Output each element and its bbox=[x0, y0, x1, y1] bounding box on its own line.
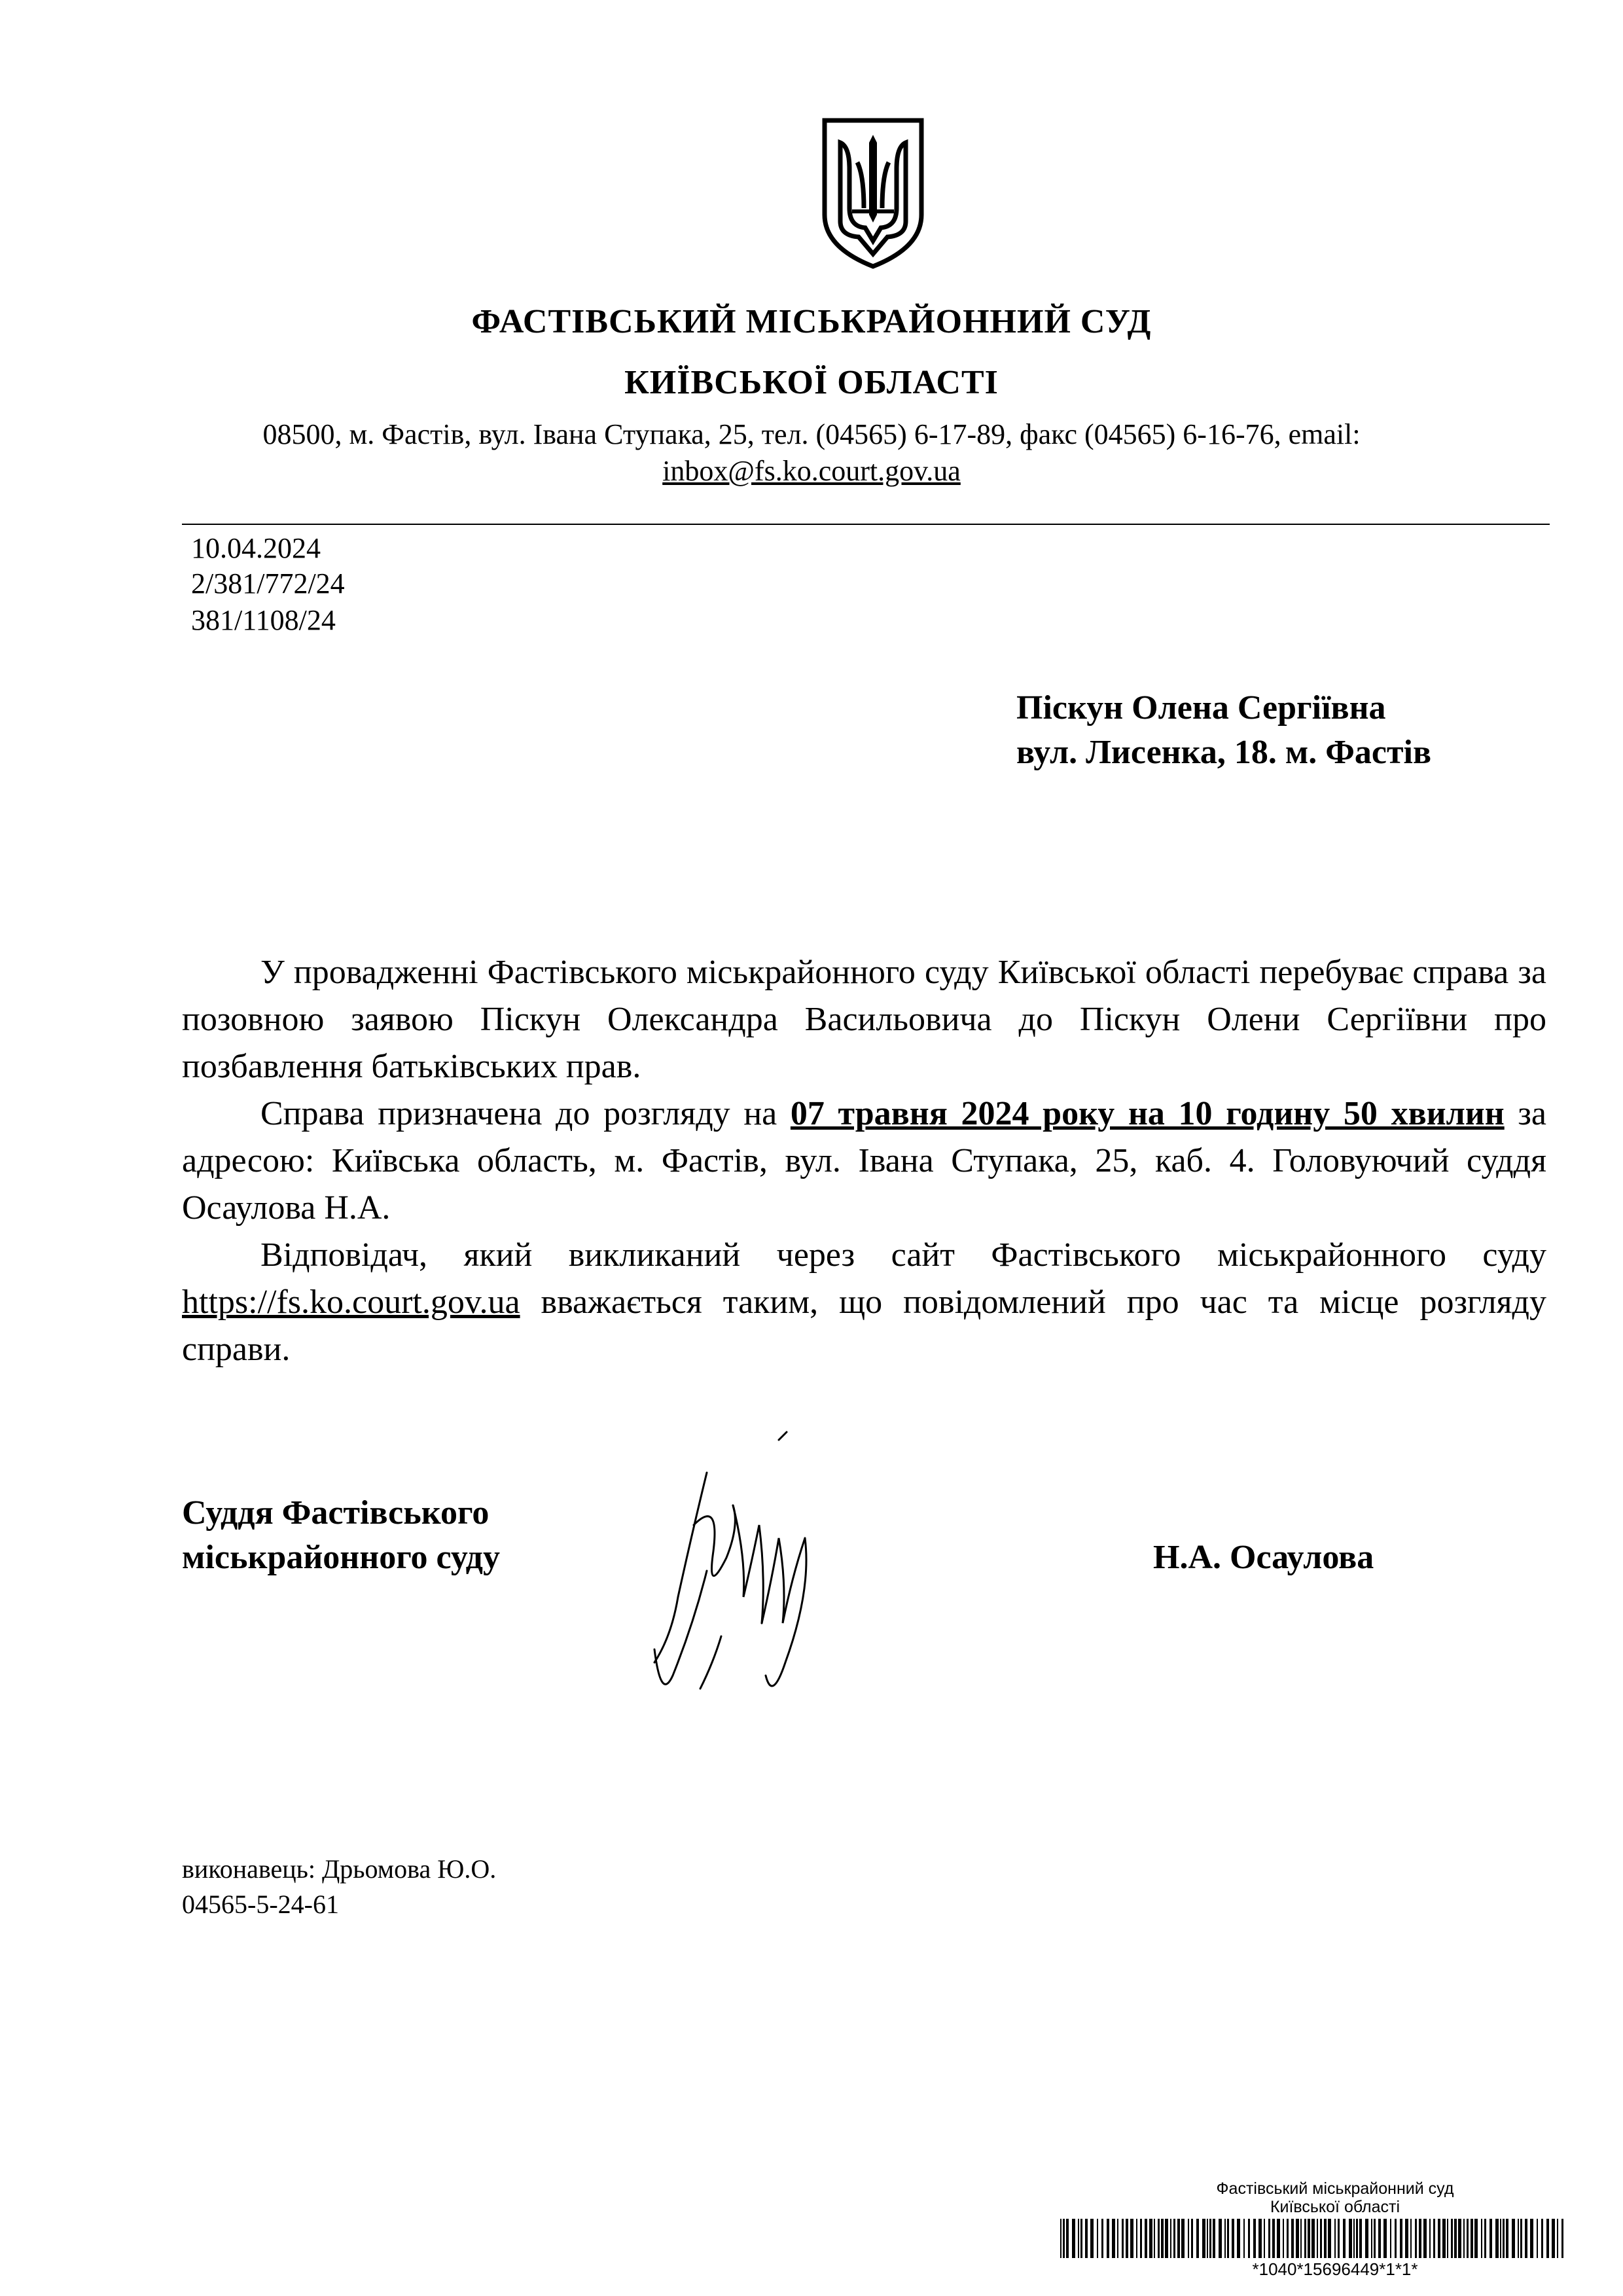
body-paragraph-2 bbox=[182, 1090, 1546, 1232]
document-barcode bbox=[1060, 2219, 1564, 2258]
hearing-date-time: 07 травня 2024 року на 10 годину 50 хвилин bbox=[790, 1095, 1505, 1132]
letter-date: 10.04.2024 bbox=[191, 532, 321, 564]
court-region: КИЇВСЬКОЇ ОБЛАСТІ bbox=[624, 364, 999, 401]
body-paragraph-1: У провадженні Фастівського міськрайонного суду Київської області перебуває справа за позовною заявою Піскун Олександра Васильовича до Піскун Олени Сергіївни про позбавлення батьківських прав. bbox=[182, 954, 1546, 1085]
paragraph-2-start: Справа призначена до розгляду на bbox=[260, 1095, 791, 1132]
coat-of-arms-emblem bbox=[820, 117, 926, 270]
signer-title-line-1: Суддя Фастівського bbox=[182, 1494, 490, 1532]
court-name: ФАСТІВСЬКИЙ МІСЬКРАЙОННИЙ СУД bbox=[471, 303, 1152, 340]
signer-title-line-2: міськрайонного суду bbox=[182, 1539, 500, 1576]
signer-name: Н.А. Осаулова bbox=[1153, 1539, 1374, 1576]
case-number: 2/381/772/24 bbox=[191, 567, 345, 600]
executor-name: виконавець: Дрьомова Ю.О. bbox=[182, 1854, 497, 1884]
stamp-court-name: Фастівський міськрайонний суд bbox=[1216, 2179, 1454, 2198]
paragraph-3-end: вважається таким, що повідомлений про час та місце розгляду справи. bbox=[182, 1283, 1546, 1368]
paragraph-2-end: за адресою: Київська область, м. Фастів, вул. Івана Ступака, 25, каб. 4. Головуючий суддя Осаулова Н.А. bbox=[182, 1095, 1546, 1227]
outgoing-number: 381/1108/24 bbox=[191, 604, 336, 636]
court-email-line bbox=[0, 454, 1623, 488]
handwritten-signature bbox=[615, 1427, 864, 1702]
header-divider bbox=[182, 524, 1550, 525]
barcode-number: *1040*15696449*1*1* bbox=[1252, 2259, 1418, 2279]
executor-phone: 04565-5-24-61 bbox=[182, 1890, 339, 1919]
body-paragraph-3 bbox=[182, 1232, 1546, 1373]
recipient-name: Піскун Олена Сергіївна bbox=[1016, 689, 1386, 726]
court-website-link[interactable]: https://fs.ko.court.gov.ua bbox=[182, 1283, 520, 1321]
stamp-court-region: Київської області bbox=[1270, 2198, 1400, 2216]
paragraph-3-start: Відповідач, який викликаний через сайт Фастівського міськрайонного суду bbox=[260, 1236, 1546, 1274]
recipient-address: вул. Лисенка, 18. м. Фастів bbox=[1016, 734, 1432, 771]
court-address: 08500, м. Фастів, вул. Івана Ступака, 25, тел. (04565) 6-17-89, факс (04565) 6-16-76, email: bbox=[262, 418, 1361, 450]
court-email-link[interactable]: inbox@fs.ko.court.gov.ua bbox=[662, 455, 961, 487]
